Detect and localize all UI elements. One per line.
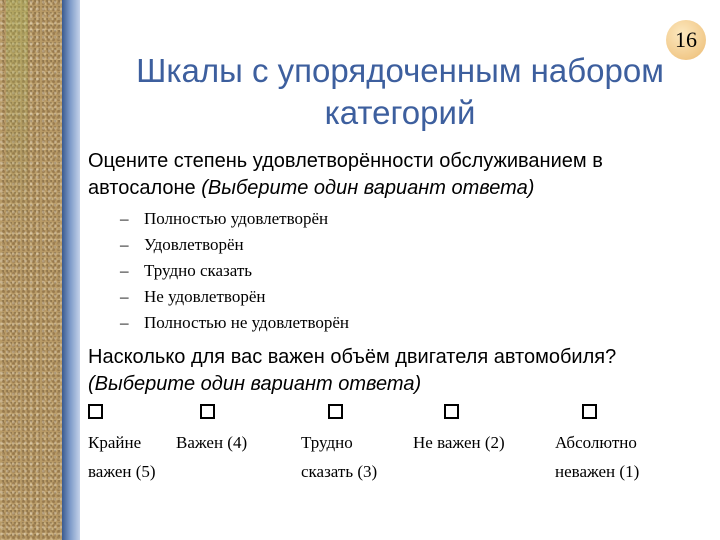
sand-texture-strip xyxy=(0,0,62,540)
option-item: – Полностью удовлетворён xyxy=(120,206,349,232)
checkbox-scale-3[interactable] xyxy=(328,404,343,419)
checkbox-scale-1[interactable] xyxy=(582,404,597,419)
option-label: Полностью не удовлетворён xyxy=(144,313,350,332)
option-item: – Трудно сказать xyxy=(120,258,349,284)
checkbox-scale-5[interactable] xyxy=(88,404,103,419)
scale-label-4: Важен (4) xyxy=(176,433,248,452)
option-item: – Не удовлетворён xyxy=(120,284,349,310)
option-item: – Удовлетворён xyxy=(120,232,349,258)
question-2 xyxy=(88,344,708,398)
option-label: Полностью удовлетворён xyxy=(144,209,329,228)
page-number: 16 xyxy=(675,27,697,52)
option-label: Трудно сказать xyxy=(144,261,253,280)
option-label: Удовлетворён xyxy=(144,235,244,254)
blue-gradient-bar xyxy=(62,0,80,540)
question-1-hint: (Выберите один вариант ответа) xyxy=(201,177,535,199)
question-1-options xyxy=(120,206,349,336)
checkbox-scale-4[interactable] xyxy=(200,404,215,419)
scale-label-2: Не важен (2) xyxy=(413,433,505,452)
slide-title: Шкалы с упорядоченным набором категорий xyxy=(136,52,664,131)
scale-label-1: Абсолютно неважен (1) xyxy=(555,433,640,481)
question-2-text: Насколько для вас важен объём двигателя автомобиля? xyxy=(88,346,617,368)
question-1-text: Оцените степень удовлетворённости обслуживанием в автосалоне xyxy=(88,150,603,199)
checkbox-scale-2[interactable] xyxy=(444,404,459,419)
scale-label-3: Трудно сказать (3) xyxy=(301,433,378,481)
option-label: Не удовлетворён xyxy=(144,287,266,306)
question-2-hint: (Выберите один вариант ответа) xyxy=(88,373,422,395)
scale-checkboxes xyxy=(88,402,708,422)
scale-label-5: Крайне важен (5) xyxy=(88,433,156,481)
question-1 xyxy=(88,148,708,202)
option-item: – Полностью не удовлетворён xyxy=(120,310,349,336)
